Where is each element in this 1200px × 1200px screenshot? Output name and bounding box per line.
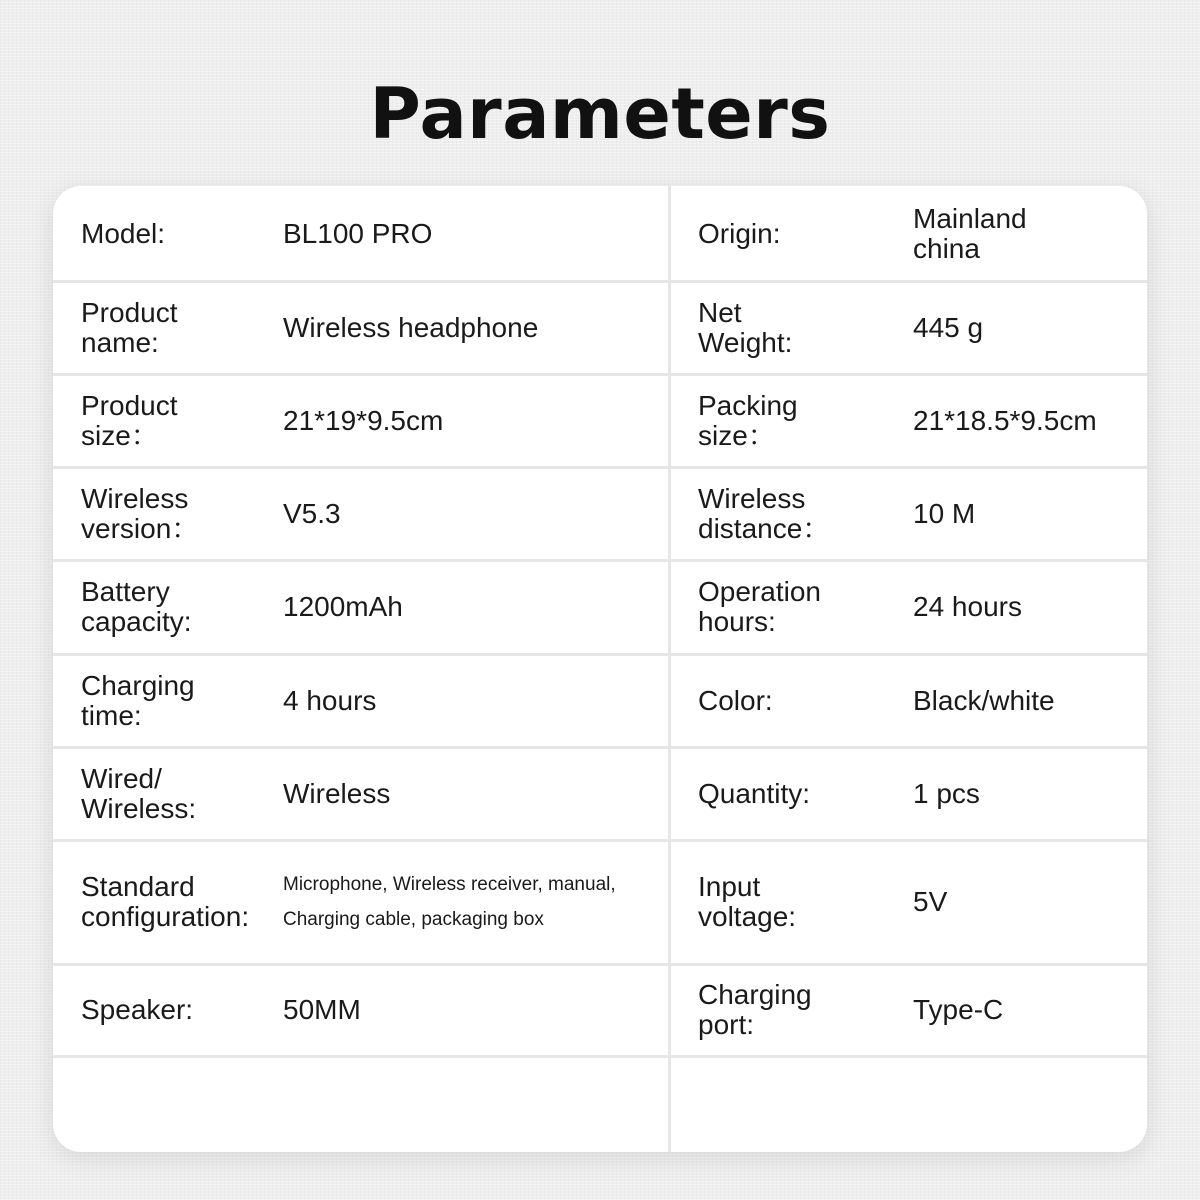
left-label-speaker: Speaker: [81, 994, 194, 1025]
right-label-quantity: Quantity: [698, 777, 811, 809]
left-label-battery-capacity: Battery capacity: [81, 576, 192, 637]
right-value-net-weight: 445 g [913, 311, 984, 343]
left-label-product-size: Product size： [81, 389, 178, 451]
right-label-origin: Origin: [698, 217, 781, 249]
right-value-origin: Mainland china [913, 202, 1027, 264]
right-label-color: Color: [698, 684, 773, 716]
right-label-net-weight: Net Weight: [698, 296, 793, 358]
left-label-wireless-version: Wireless version： [81, 482, 200, 544]
left-value-product-size: 21*19*9.5cm [283, 404, 444, 436]
right-value-packing-size: 21*18.5*9.5cm [913, 404, 1097, 436]
left-label-model: Model: [81, 217, 166, 249]
row-divider [53, 1055, 1147, 1058]
page-title: Parameters [369, 73, 831, 155]
right-label-charging-port: Charging port: [698, 979, 812, 1040]
column-divider [668, 186, 671, 1152]
left-value-charging-time: 4 hours [283, 684, 377, 716]
left-label-product-name: Product name: [81, 296, 178, 358]
right-label-packing-size: Packing size： [698, 389, 798, 451]
left-value-model: BL100 PRO [283, 217, 433, 249]
right-label-wireless-distance: Wireless distance： [698, 482, 831, 544]
left-label-standard-configuration: Standard configuration: [81, 871, 250, 932]
left-value-battery-capacity: 1200mAh [283, 591, 403, 622]
left-value-speaker: 50MM [283, 994, 361, 1025]
left-label-wired-wireless: Wired/ Wireless: [81, 762, 197, 824]
right-value-quantity: 1 pcs [913, 777, 980, 809]
left-label-charging-time: Charging time: [81, 669, 195, 731]
right-value-operation-hours: 24 hours [913, 591, 1022, 622]
spec-card [53, 186, 1147, 1152]
right-value-charging-port: Type-C [913, 994, 1004, 1025]
right-label-input-voltage: Input voltage: [698, 871, 797, 932]
left-value-wireless-version: V5.3 [283, 497, 341, 529]
right-value-wireless-distance: 10 M [913, 497, 976, 529]
left-value-wired-wireless: Wireless [283, 777, 391, 809]
left-value-product-name: Wireless headphone [283, 311, 539, 343]
right-value-input-voltage: 5V [913, 886, 948, 917]
right-value-color: Black/white [913, 684, 1055, 716]
right-label-operation-hours: Operation hours: [698, 576, 821, 637]
left-value-standard-configuration: Microphone, Wireless receiver, manual, Charging cable, packaging box [283, 874, 616, 930]
